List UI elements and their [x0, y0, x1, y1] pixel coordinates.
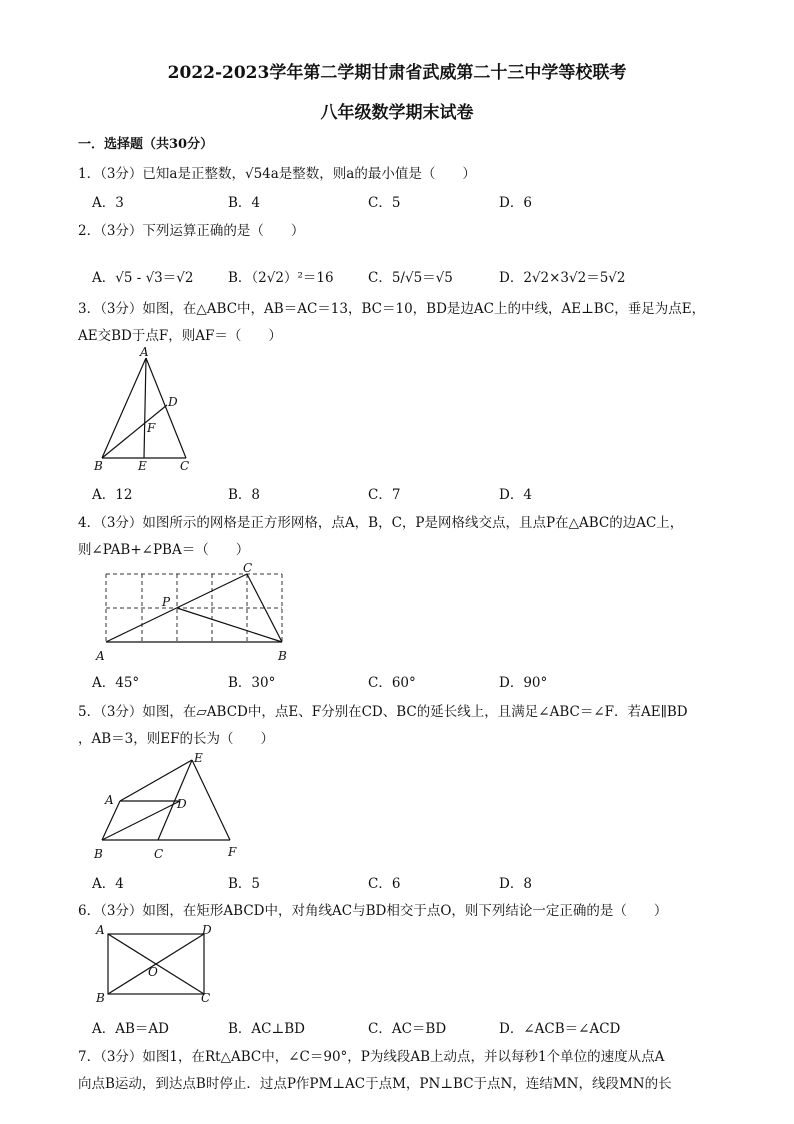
q3-label-c: C — [180, 459, 190, 473]
section-heading: 一．选择题（共30分） — [78, 137, 214, 152]
q5-label-e: E — [194, 751, 203, 765]
q5-label-d: D — [177, 797, 187, 811]
q3-triangle-figure — [88, 344, 208, 474]
q6-label-c: C — [201, 991, 211, 1005]
q5-label-c: C — [154, 847, 164, 861]
q3-side-ac — [146, 358, 186, 458]
question-3-stem-line1: 3．（3分）如图，在△ABC中，AB＝AC＝13，BC＝10，BD是边AC上的中线，AE⊥BC，垂足为点E， — [78, 301, 706, 317]
q5-option-a: A．4 — [92, 876, 124, 892]
q6-option-d: D．∠ACB＝∠ACD — [499, 1021, 621, 1037]
question-5-stem-line1: 5．（3分）如图，在▱ABCD中，点E、F分别在CD、BC的延长线上，且满足∠ABC＝∠F．若AE∥BD — [78, 704, 688, 720]
question-4-stem-line1: 4．（3分）如图所示的网格是正方形网格，点A，B，C，P是网格线交点，且点P在△ABC的边AC上， — [78, 515, 684, 531]
q3-option-d: D．4 — [499, 487, 532, 503]
q5-label-a: A — [105, 793, 114, 807]
q5-diagonal-bd — [102, 801, 180, 840]
q5-label-b: B — [94, 847, 103, 861]
q3-label-b: B — [94, 459, 103, 473]
q1-option-d: D．6 — [499, 195, 532, 211]
q4-dashed-grid — [106, 574, 282, 642]
q6-rectangle-figure — [90, 920, 220, 1008]
q6-option-a: A．AB＝AD — [92, 1021, 169, 1037]
q6-label-b: B — [96, 991, 105, 1005]
q4-option-a: A．45° — [92, 675, 140, 691]
q4-segment-pb — [177, 608, 282, 642]
question-7-stem-line2: 向点B运动，到达点B时停止．过点P作PM⊥AC于点M，PN⊥BC于点N，连结MN，线段MN的长 — [78, 1076, 672, 1092]
q2-option-b: B．（2√2）²＝16 — [228, 270, 334, 286]
q5-line-ae — [120, 760, 192, 801]
q4-option-c: C．60° — [368, 675, 416, 691]
q4-label-a: A — [96, 649, 105, 663]
q1-option-c: C．5 — [368, 195, 401, 211]
question-6-stem: 6．（3分）如图，在矩形ABCD中，对角线AC与BD相交于点O，则下列结论一定正确的是（ ） — [78, 903, 668, 919]
q5-option-b: B．5 — [228, 876, 261, 892]
exam-subtitle: 八年级数学期末试卷 — [320, 103, 474, 123]
q6-label-o: O — [148, 965, 158, 979]
q5-option-c: C．6 — [368, 876, 401, 892]
q4-label-p: P — [162, 595, 171, 609]
q5-label-f: F — [228, 845, 237, 859]
question-2-stem: 2．（3分）下列运算正确的是（ ） — [78, 223, 305, 239]
q4-label-b: B — [278, 649, 287, 663]
question-3-stem-line2: AE交BD于点F，则AF＝（ ） — [78, 328, 282, 344]
q5-option-d: D．8 — [499, 876, 532, 892]
q6-label-d: D — [202, 923, 212, 937]
q3-side-ab — [102, 358, 146, 458]
q3-option-b: B．8 — [228, 487, 261, 503]
q2-option-a: A．√5 - √3＝√2 — [92, 270, 194, 286]
q4-grid-figure — [92, 560, 296, 664]
q3-label-e: E — [138, 459, 147, 473]
q6-option-b: B．AC⊥BD — [228, 1021, 305, 1037]
question-4-stem-line2: 则∠PAB+∠PBA＝（ ） — [78, 542, 250, 558]
q5-parallelogram-figure — [88, 748, 248, 864]
q2-option-c: C．5/√5＝√5 — [368, 270, 453, 286]
q1-option-b: B．4 — [228, 195, 261, 211]
q6-label-a: A — [96, 923, 105, 937]
q6-option-c: C．AC＝BD — [368, 1021, 447, 1037]
q3-label-d: D — [168, 395, 178, 409]
q3-altitude-ae — [144, 358, 146, 458]
q3-label-f: F — [147, 421, 156, 435]
q2-option-d: D．2√2×3√2＝5√2 — [499, 270, 626, 286]
q4-option-d: D．90° — [499, 675, 548, 691]
q3-option-a: A．12 — [92, 487, 133, 503]
q3-option-c: C．7 — [368, 487, 401, 503]
q4-label-c: C — [243, 561, 253, 575]
question-7-stem-line1: 7．（3分）如图1，在Rt△ABC中，∠C＝90°，P为线段AB上动点，并以每秒1个单位的速度从点A — [78, 1049, 665, 1065]
exam-title: 2022-2023学年第二学期甘肃省武威第二十三中学等校联考 — [167, 63, 627, 83]
q4-option-b: B．30° — [228, 675, 276, 691]
q5-line-ce — [158, 760, 192, 840]
q1-option-a: A．3 — [92, 195, 124, 211]
q5-line-ef — [192, 760, 230, 840]
question-5-stem-line2: ，AB＝3，则EF的长为（ ） — [78, 731, 274, 747]
q3-label-a: A — [140, 345, 149, 359]
q3-median-bd — [102, 405, 167, 458]
question-1-stem: 1．（3分）已知a是正整数，√54a是整数，则a的最小值是（ ） — [78, 166, 476, 182]
